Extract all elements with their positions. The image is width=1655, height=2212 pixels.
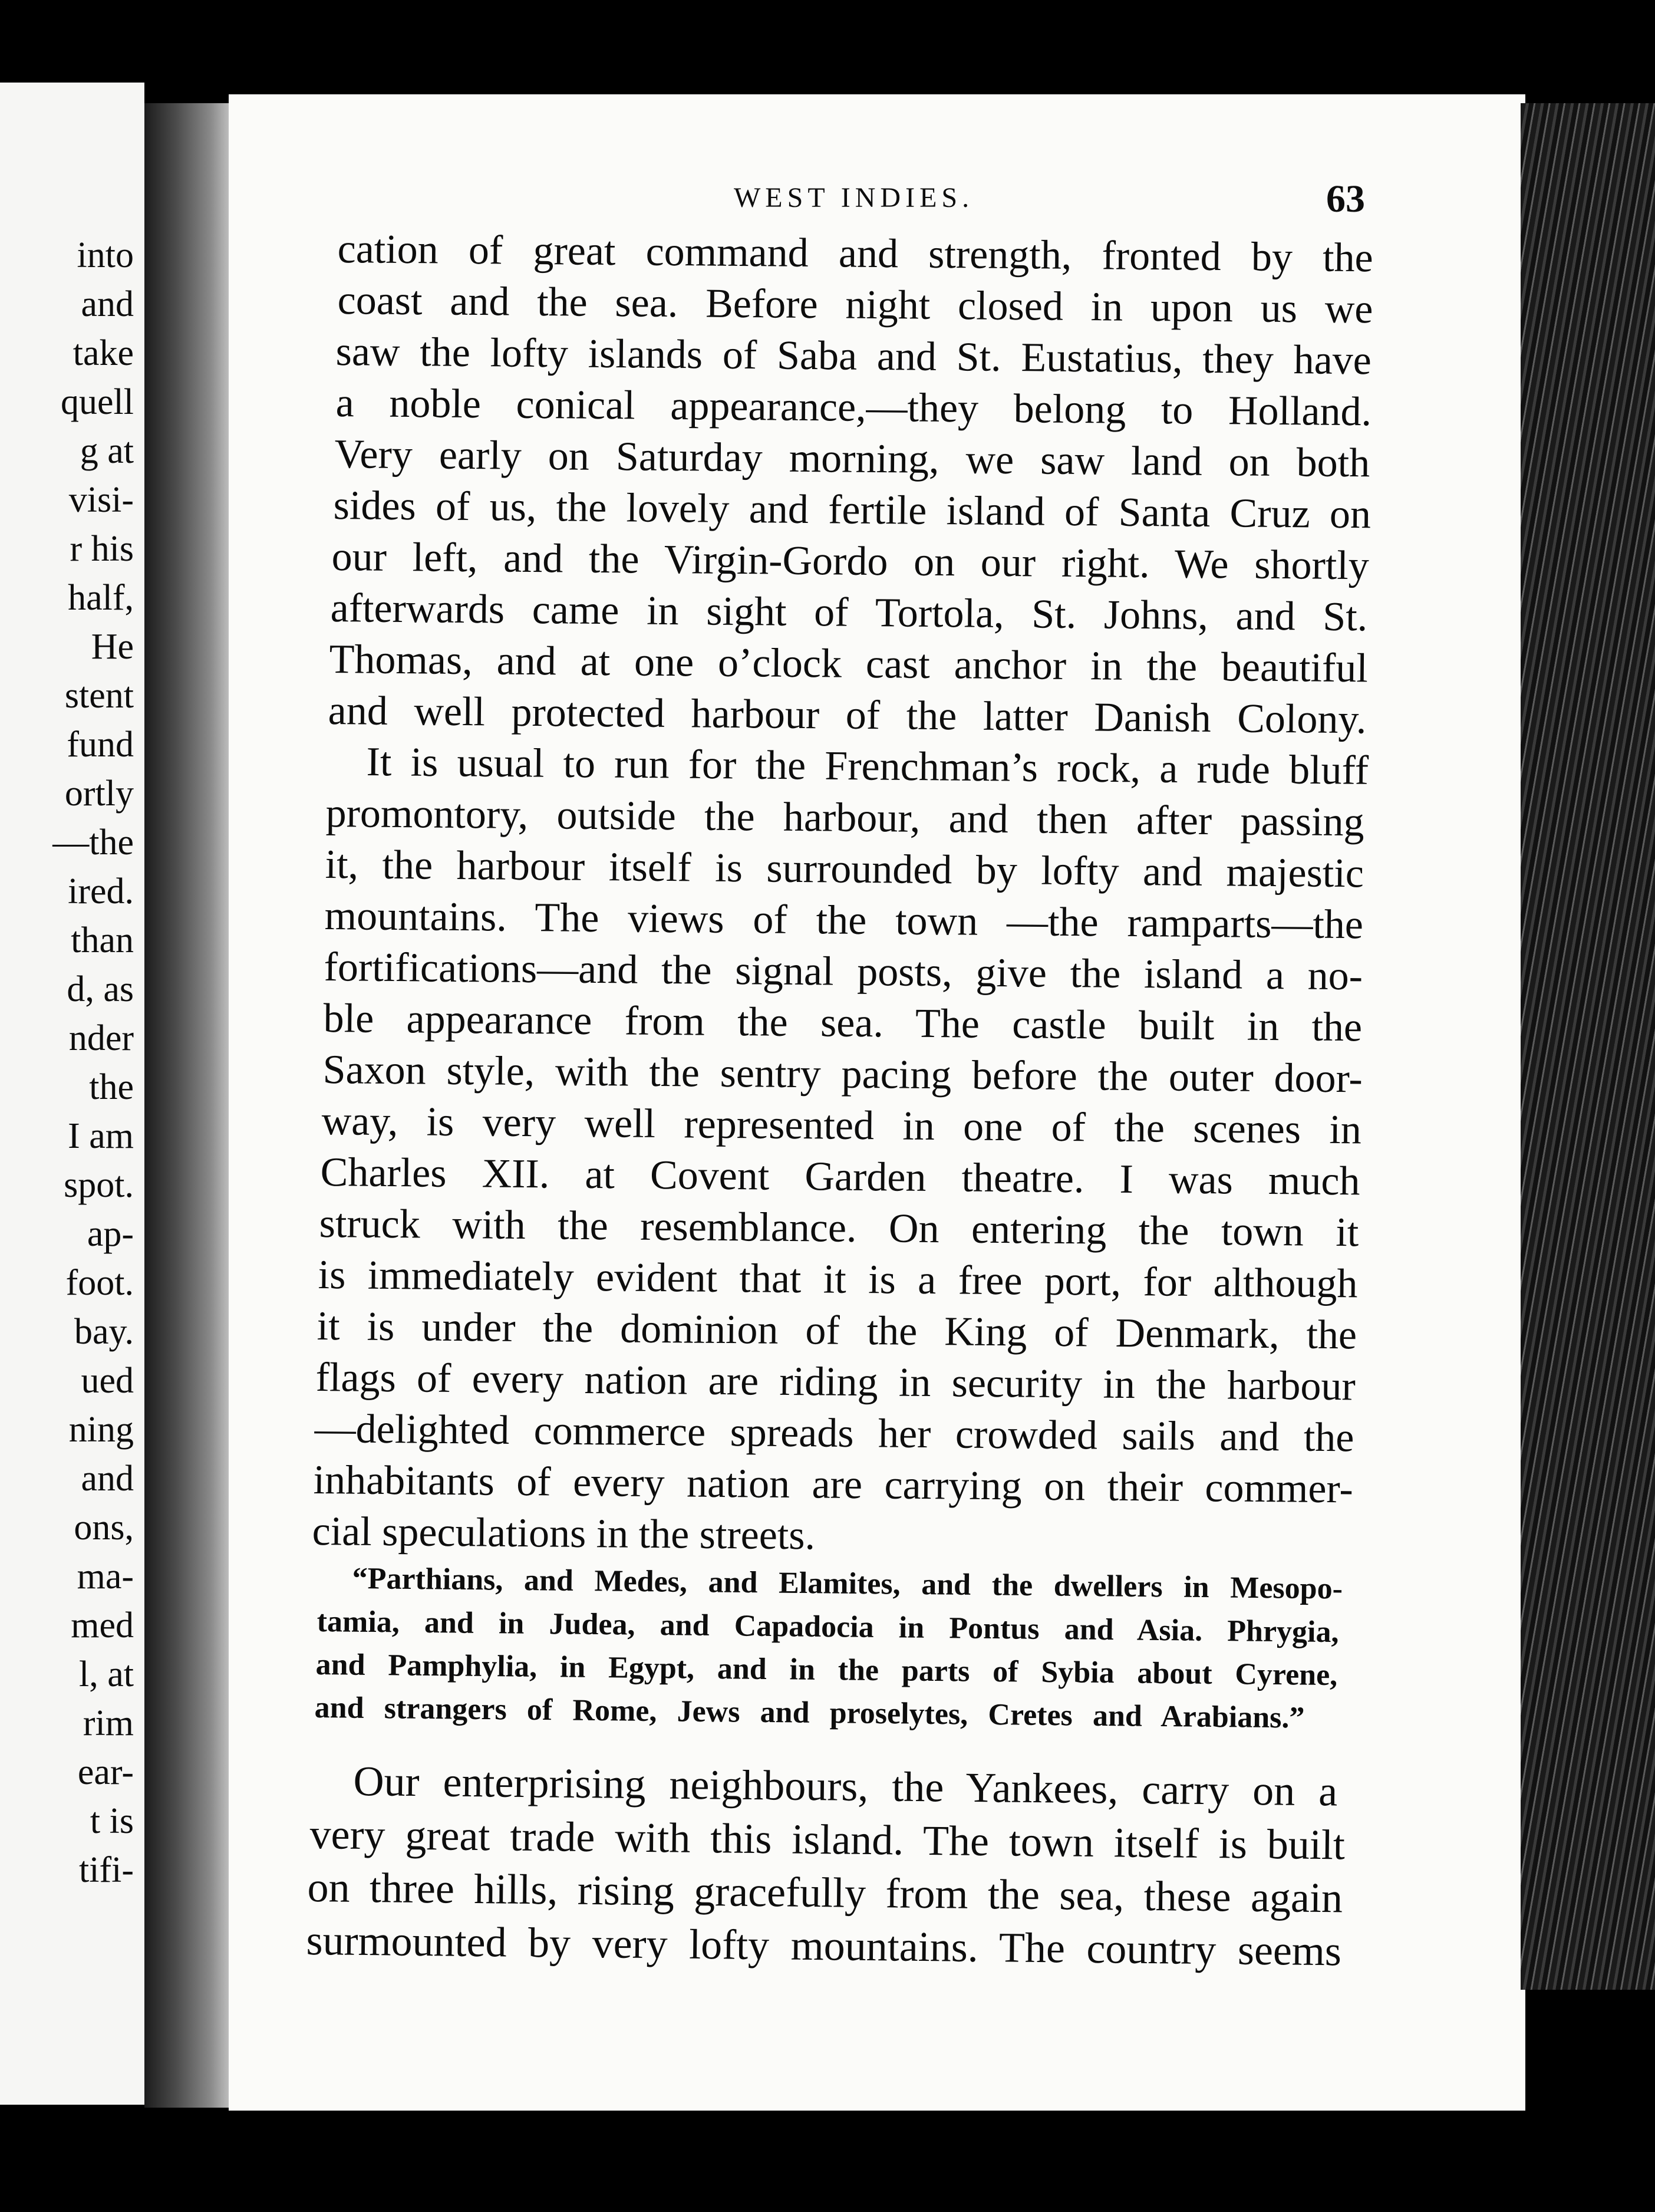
body-line: and well protected harbour of the latter Danish Colony. xyxy=(328,688,1367,743)
left-page-line: quell xyxy=(61,382,134,422)
left-page-line: tifi- xyxy=(79,1850,134,1890)
left-page-line: spot. xyxy=(64,1165,134,1205)
body-line: surmounted by very lofty mountains. The country seems xyxy=(306,1917,1342,1975)
quote-line: “Parthians, and Medes, and Elamites, and the dwellers in Mesopo- xyxy=(352,1562,1343,1606)
body-line: afterwards came in sight of Tortola, St. Johns, and St. xyxy=(330,585,1368,640)
left-page-line: med xyxy=(71,1605,134,1645)
left-page-line: stent xyxy=(64,676,134,716)
quote-line: tamia, and in Judea, and Capadocia in Pontus and Asia. Phrygia, xyxy=(317,1605,1339,1650)
body-line: coast and the sea. Before night closed in upon us we xyxy=(337,278,1373,333)
body-line: cial speculations in the streets. xyxy=(312,1509,816,1559)
quote-line: and Pamphylia, in Egypt, and in the parts of Sybia about Cyrene, xyxy=(315,1648,1338,1693)
body-line: It is usual to run for the Frenchman’s rock, a rude bluff xyxy=(366,739,1369,794)
left-page-line: into xyxy=(77,235,134,275)
left-page-line: ued xyxy=(81,1361,134,1401)
left-page-line: rim xyxy=(83,1703,134,1743)
left-page-line: l, at xyxy=(79,1654,134,1694)
left-page-line: ning xyxy=(68,1410,134,1450)
body-line: Our enterprising neighbours, the Yankees, carry on a xyxy=(353,1757,1338,1815)
body-line: fortifications—and the signal posts, give the island a no- xyxy=(324,944,1363,999)
left-page-line: half, xyxy=(68,578,134,618)
left-page-line: ma- xyxy=(77,1556,134,1597)
quote-line: and strangers of Rome, Jews and proselytes, Cretes and Arabians.” xyxy=(314,1691,1305,1735)
body-line: a noble conical appearance,—they belong to Holland. xyxy=(335,380,1372,435)
left-page-line: and xyxy=(81,284,134,324)
left-page-line: visi- xyxy=(68,480,134,520)
body-line: Saxon style, with the sentry pacing before the outer door- xyxy=(322,1047,1363,1102)
left-page-line: fund xyxy=(67,725,134,765)
body-line: flags of every nation are riding in security in the harbour xyxy=(315,1355,1356,1410)
body-line: Very early on Saturday morning, we saw land on both xyxy=(334,432,1370,486)
body-line: mountains. The views of the town —the ramparts—the xyxy=(324,893,1364,948)
left-page-line: ortly xyxy=(64,773,134,814)
scan-background xyxy=(0,2111,1655,2212)
book-gutter xyxy=(144,103,233,2108)
page-number: 63 xyxy=(1326,177,1365,220)
body-line: saw the lofty islands of Saba and St. Eustatius, they have xyxy=(335,329,1372,384)
body-line: inhabitants of every nation are carrying on their commer- xyxy=(313,1457,1354,1512)
left-page-line: —the xyxy=(52,822,134,863)
left-page-line: nder xyxy=(68,1018,134,1058)
body-line: it is under the dominion of the King of Denmark, the xyxy=(317,1304,1357,1358)
left-page-line: d, as xyxy=(67,969,134,1009)
left-page-line: the xyxy=(89,1067,134,1107)
body-line: —delighted commerce spreads her crowded sails and the xyxy=(314,1406,1354,1461)
body-line: Thomas, and at one o’clock cast anchor in the beautiful xyxy=(329,637,1369,692)
body-line: is immediately evident that it is a free port, for although xyxy=(318,1252,1358,1307)
left-page-line: ap- xyxy=(87,1214,134,1254)
left-page-line: g at xyxy=(80,431,134,471)
body-line: ble appearance from the sea. The castle built in the xyxy=(323,996,1363,1051)
left-page-line: I am xyxy=(68,1116,134,1156)
body-line: our left, and the Virgin-Gordo on our right. We shortly xyxy=(331,534,1370,589)
left-page-line: ired. xyxy=(68,871,134,911)
body-line: promontory, outside the harbour, and then after passing xyxy=(325,791,1364,845)
page-edge-shadow xyxy=(1521,103,1655,1990)
left-page-line: He xyxy=(91,627,134,667)
left-page-line: ons, xyxy=(74,1507,134,1548)
left-page-line: t is xyxy=(90,1801,134,1841)
body-line: it, the harbour itself is surrounded by lofty and majestic xyxy=(325,842,1364,897)
left-page-line: bay. xyxy=(74,1312,134,1352)
left-page-line: ear- xyxy=(77,1752,134,1792)
left-page-line: take xyxy=(72,333,134,373)
body-line: way, is very well represented in one of the scenes in xyxy=(321,1098,1362,1153)
body-line: cation of great command and strength, fronted by the xyxy=(337,226,1373,281)
left-page xyxy=(0,83,144,2105)
body-line: very great trade with this island. The town itself is built xyxy=(309,1811,1346,1869)
left-page-line: than xyxy=(71,920,134,960)
left-page-line: foot. xyxy=(65,1263,134,1303)
left-page-line: r his xyxy=(70,529,134,569)
body-line: on three hills, rising gracefully from the sea, these again xyxy=(307,1864,1343,1922)
left-page-line: and xyxy=(81,1459,134,1499)
body-line: struck with the resemblance. On entering the town it xyxy=(319,1201,1359,1256)
body-line: Charles XII. at Covent Garden theatre. I was much xyxy=(320,1150,1360,1204)
body-line: sides of us, the lovely and fertile island of Santa Cruz on xyxy=(333,483,1372,538)
running-head: WEST INDIES. xyxy=(734,182,974,213)
